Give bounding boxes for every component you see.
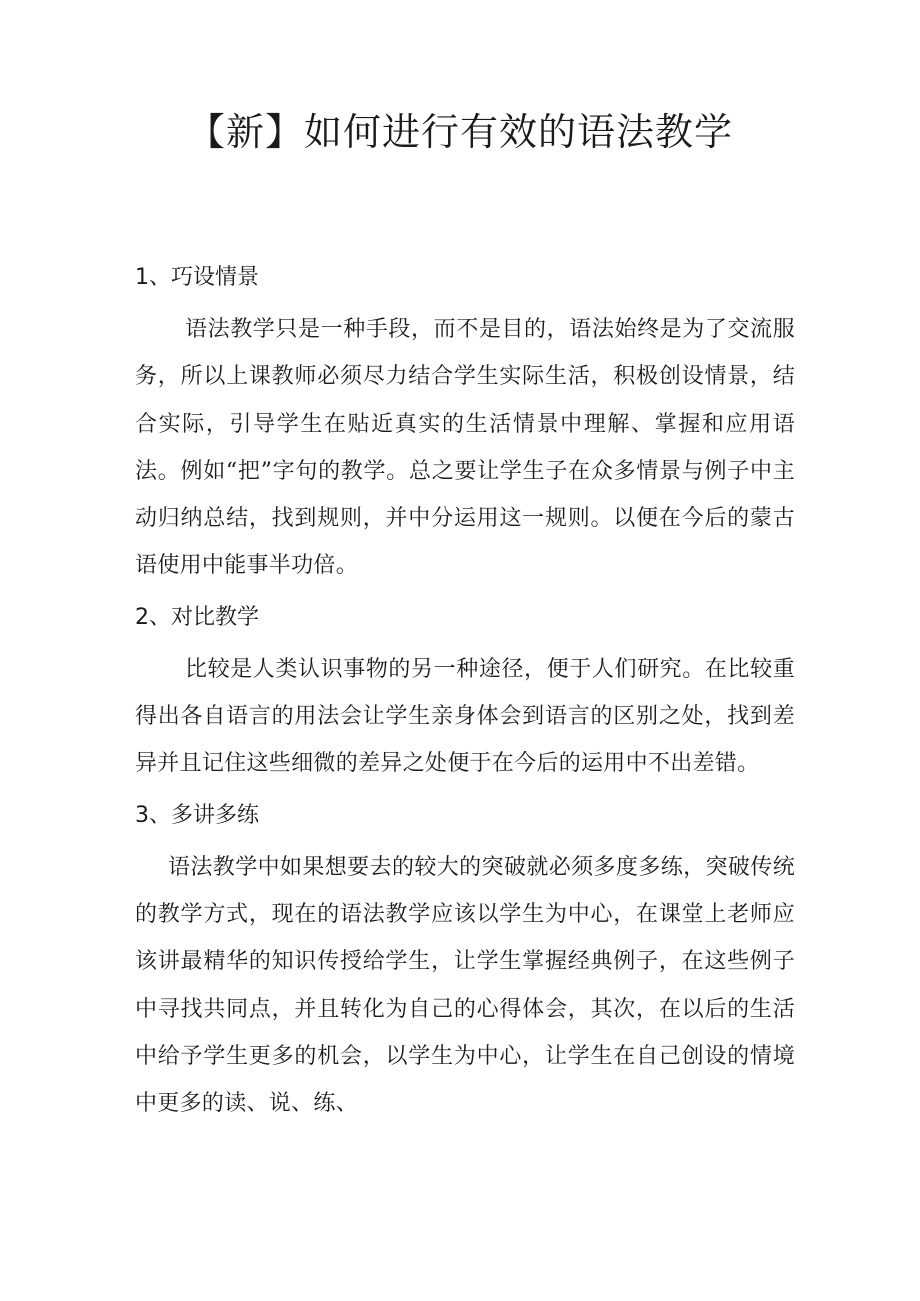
section-paragraph: 语法教学中如果想要去的较大的突破就必须多度多练，突破传统的教学方式，现在的语法教学应该以学生为中心，在课堂上老师应该讲最精华的知识传授给学生，让学生掌握经典例子，在这些例子中寻找共同点，并且转化为自己的心得体会，其次，在以后的生活中给予学生更多的机会，以学生为中心，让学生在自己创设的情境中更多的读、说、练、 [135,854,795,1117]
section-paragraph: 比较是人类认识事物的另一种途径，便于人们研究。在比较重得出各自语言的用法会让学生亲身体会到语言的区别之处，找到差异并且记住这些细微的差异之处便于在今后的运用中不出差错。 [135,656,795,777]
section-1 [135,258,795,590]
section-paragraph: 语法教学只是一种手段，而不是目的，语法始终是为了交流服务，所以上课教师必须尽力结合学生实际生活，积极创设情景，结合实际，引导学生在贴近真实的生活情景中理解、掌握和应用语法。例如“把”字句的教学。总之要让学生子在众多情景与例子中主动归纳总结，找到规则，并中分运用这一规则。以便在今后的蒙古语使用中能事半功倍。 [135,317,795,579]
section-heading: 1、巧设情景 [135,265,259,290]
document-title: 【新】如何进行有效的语法教学 [186,110,733,154]
document-body [135,258,795,1135]
section-2 [135,598,795,788]
section-heading: 2、对比教学 [135,604,259,630]
section-heading: 3、多讲多练 [135,802,259,828]
section-3 [135,796,795,1128]
